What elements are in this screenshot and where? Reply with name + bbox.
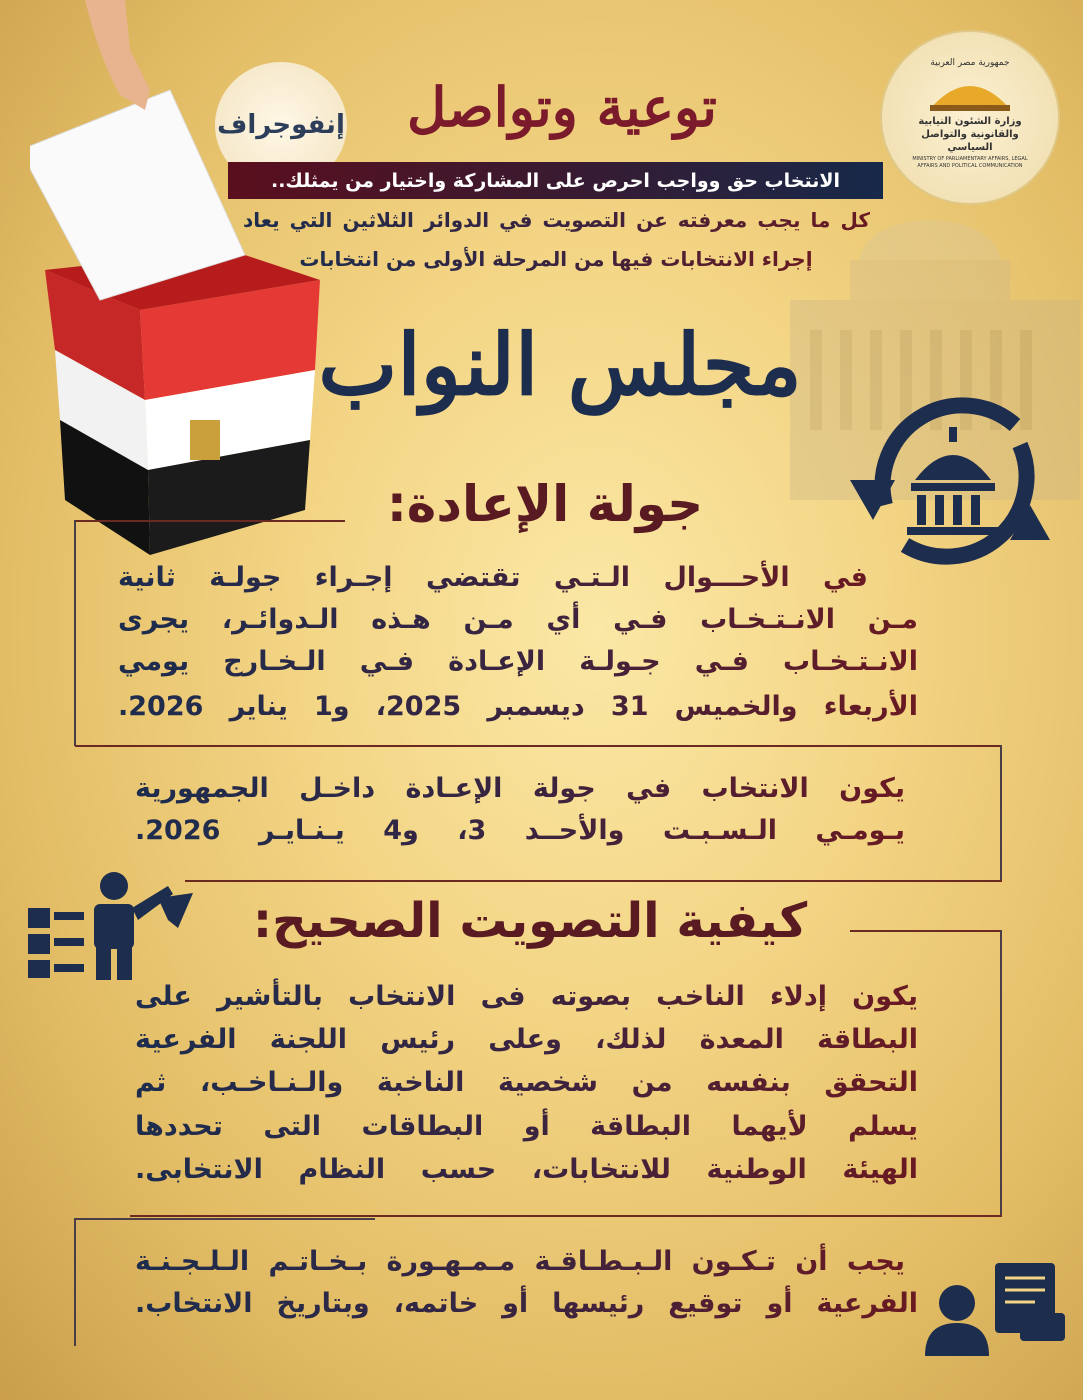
voting-heading: كيفية التصويت الصحيح: xyxy=(252,893,808,949)
slogan-banner xyxy=(228,162,883,199)
procedure-line: التحقق بنفسه من شخصية الناخبة والـنـاخـب، ثم xyxy=(135,1062,918,1104)
voter-card-icon xyxy=(925,1258,1070,1362)
procedure-line: يكون إدلاء الناخب بصوته فى الانتخاب بالتأشير على xyxy=(135,976,918,1018)
divider xyxy=(75,1218,375,1220)
abroad-line: مـن الانـتـخـاب فـي أي مـن هـذه الـدوائـر، يجرى xyxy=(118,599,918,641)
logo-country: جمهورية مصر العربية xyxy=(930,58,1010,68)
runoff-heading: جولة الإعادة: xyxy=(386,475,704,533)
infograph-label: إنفوجراف xyxy=(217,110,345,140)
divider xyxy=(1000,745,1002,881)
divider xyxy=(1000,930,1002,1216)
divider xyxy=(130,1215,1002,1217)
procedure-line: البطاقة المعدة لذلك، وعلى رئيس اللجنة الفرعية xyxy=(135,1019,918,1061)
main-title: مجلس النواب xyxy=(318,315,802,414)
divider xyxy=(74,520,76,746)
logo-ministry-ar: وزارة الشئون النيابية والقانونية والتواصل السياسي xyxy=(918,116,1022,153)
subtitle-line-2: إجراء الانتخابات فيها من المرحلة الأولى من انتخابات xyxy=(295,240,817,278)
procedure-line: يسلم لأيهما البطاقة أو البطاقات التى تحددها xyxy=(135,1106,918,1148)
campaign-title: توعية وتواصل xyxy=(407,75,717,139)
divider xyxy=(75,520,345,522)
logo-ministry-en: MINISTRY OF PARLIAMENTARY AFFAIRS, LEGAL AFFAIRS AND POLITICAL COMMUNICATION xyxy=(912,156,1028,169)
divider xyxy=(185,880,1002,882)
procedure-line: الهيئة الوطنية للانتخابات، حسب النظام الانتخابى. xyxy=(135,1149,918,1191)
slogan-text: الانتخاب حق وواجب احرص على المشاركة واختيار من يمثلك.. xyxy=(270,169,841,192)
abroad-line: الانـتـخـاب فـي جـولـة الإعـادة فـي الـخـارج يومي xyxy=(118,641,918,683)
ministry-logo xyxy=(880,30,1060,205)
voter-checklist-icon xyxy=(28,868,198,984)
divider xyxy=(850,930,1002,932)
runoff-cycle-icon xyxy=(845,385,1060,569)
dome-icon xyxy=(925,71,1015,111)
divider xyxy=(75,745,1001,747)
stamp-line: الفرعية أو توقيع رئيسها أو خاتمه، وبتاريخ الانتخاب. xyxy=(135,1283,918,1325)
subtitle-line-1: كل ما يجب معرفته عن التصويت في الدوائر الثلاثين التي يعاد xyxy=(243,201,870,239)
stamp-line: يجب أن تـكـون الـبـطـاقـة مـمـهـورة بـخـاتـم الـلـجـنـة xyxy=(135,1241,905,1283)
abroad-line: الأربعاء والخميس 31 ديسمبر 2025، و1 يناير 2026. xyxy=(118,686,918,728)
domestic-line: يـومـي الـسـبـت والأحــد 3، و4 يـنـايـر 2026. xyxy=(135,810,905,852)
abroad-line: في الأحـــوال الـتـي تقتضي إجـراء جولـة ثانية xyxy=(118,557,868,599)
divider xyxy=(74,1218,76,1346)
domestic-line: يكون الانتخاب في جولة الإعـادة داخـل الجمهورية xyxy=(135,768,905,810)
